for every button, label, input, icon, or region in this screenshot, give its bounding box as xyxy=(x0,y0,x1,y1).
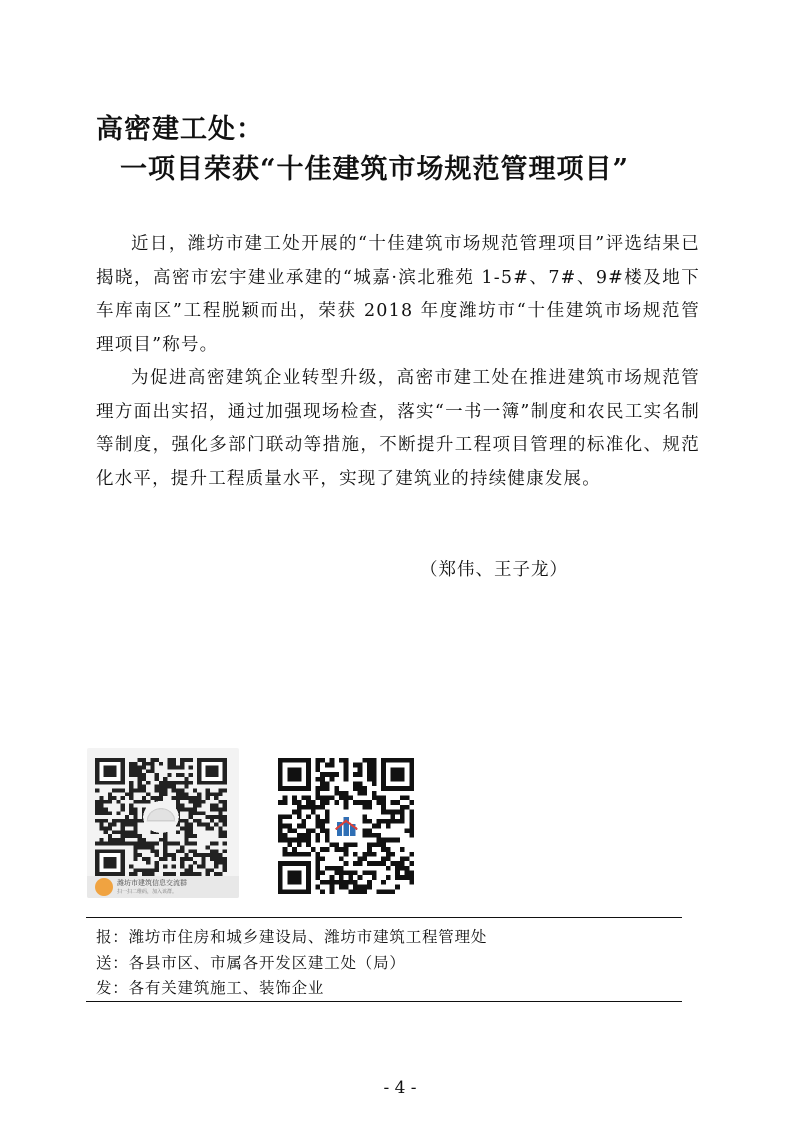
qr-group-label: 潍坊市建筑信息交流群 xyxy=(117,879,187,887)
group-qr-code xyxy=(95,758,227,876)
helmet-logo-icon xyxy=(95,878,113,896)
title-line-1: 高密建工处： xyxy=(96,114,264,145)
wechat-group-qr-card xyxy=(87,748,239,898)
official-account-qr-code xyxy=(278,758,414,894)
page-number: - 4 - xyxy=(383,1078,417,1098)
paragraph-2: 为促进高密建筑企业转型升级，高密市建工处在推进建筑市场规范管理方面出实招，通过加强现场检查，落实“一书一簿”制度和农民工实名制等制度，强化多部门联动等措施，不断提升工程项目管理的标准化、规范化水平，提升工程质量水平，实现了建筑业的持续健康发展。 xyxy=(96,368,700,489)
paragraph-1: 近日，潍坊市建工处开展的“十佳建筑市场规范管理项目”评选结果已揭晓，高密市宏宇建业承建的“城嘉·滨北雅苑 1-5#、7#、9#楼及地下车库南区”工程脱颖而出，荣获 2018 年度潍坊市“十佳建筑市场规范管理项目”称号。 xyxy=(96,234,700,355)
qr-group-sub: 扫一扫二维码，加入该群。 xyxy=(117,889,178,895)
distribution-issue: 发：各有关建筑施工、装饰企业 xyxy=(96,979,325,997)
divider-top xyxy=(86,917,682,918)
title-line-2: 一项目荣获“十佳建筑市场规范管理项目” xyxy=(120,154,630,185)
article-body xyxy=(96,228,700,496)
divider-bottom xyxy=(86,1001,682,1002)
author-credit: （郑伟、王子龙） xyxy=(420,560,568,580)
distribution-report: 报：潍坊市住房和城乡建设局、潍坊市建筑工程管理处 xyxy=(96,928,488,946)
distribution-send: 送：各县市区、市属各开发区建工处（局） xyxy=(96,953,406,972)
distribution-list xyxy=(96,925,487,1002)
article-title xyxy=(96,112,716,188)
